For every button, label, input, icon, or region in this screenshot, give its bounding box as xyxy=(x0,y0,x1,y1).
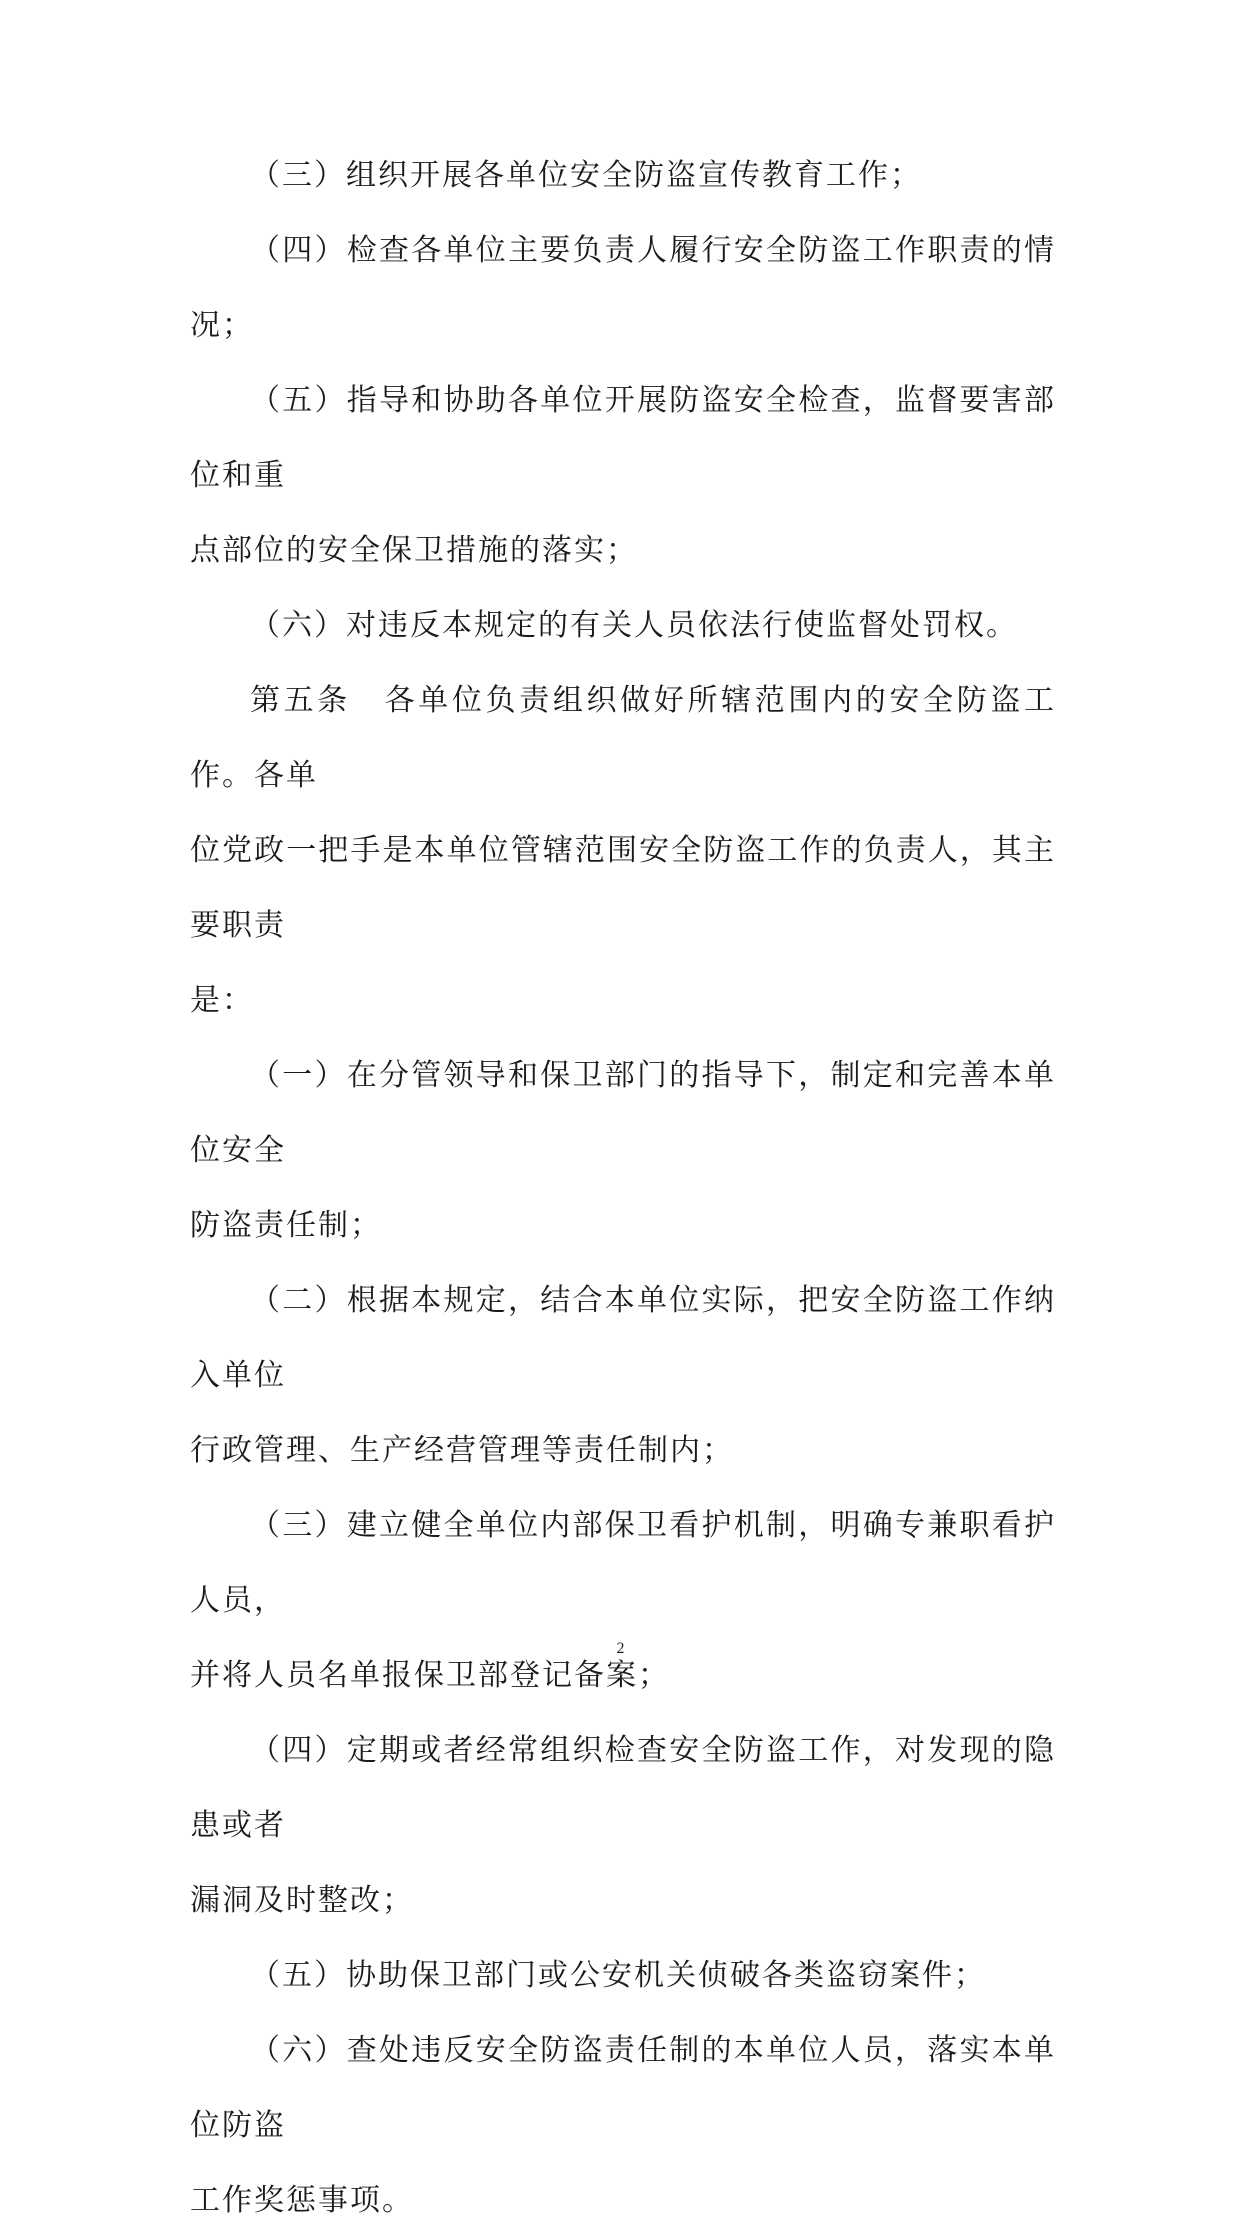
line-15: （四）定期或者经常组织检查安全防盗工作，对发现的隐患或者 xyxy=(190,1733,1056,1843)
line-13: （三）建立健全单位内部保卫看护机制，明确专兼职看护人员， xyxy=(190,1508,1056,1618)
document-body xyxy=(190,138,1056,2238)
line-9: （一）在分管领导和保卫部门的指导下，制定和完善本单位安全 xyxy=(190,1058,1056,1168)
line-1: （三）组织开展各单位安全防盗宣传教育工作； xyxy=(250,158,922,193)
line-3: （五）指导和协助各单位开展防盗安全检查，监督要害部位和重 xyxy=(190,383,1056,493)
line-10: 防盗责任制； xyxy=(190,1208,382,1243)
line-7: 位党政一把手是本单位管辖范围安全防盗工作的负责人，其主要职责 xyxy=(190,833,1056,943)
line-16: 漏洞及时整改； xyxy=(190,1883,414,1918)
line-4: 点部位的安全保卫措施的落实； xyxy=(190,533,638,568)
line-2: （四）检查各单位主要负责人履行安全防盗工作职责的情况； xyxy=(190,233,1056,343)
line-18: （六）查处违反安全防盗责任制的本单位人员，落实本单位防盗 xyxy=(190,2033,1056,2143)
line-8: 是： xyxy=(190,983,254,1018)
line-6: 第五条 各单位负责组织做好所辖范围内的安全防盗工作。各单 xyxy=(190,683,1056,793)
line-11: （二）根据本规定，结合本单位实际，把安全防盗工作纳入单位 xyxy=(190,1283,1056,1393)
line-12: 行政管理、生产经营管理等责任制内； xyxy=(190,1433,734,1468)
line-5: （六）对违反本规定的有关人员依法行使监督处罚权。 xyxy=(250,608,1018,643)
line-17: （五）协助保卫部门或公安机关侦破各类盗窃案件； xyxy=(250,1958,986,1993)
page-number: 2 xyxy=(616,1640,625,1657)
line-19: 工作奖惩事项。 xyxy=(190,2183,414,2218)
line-14: 并将人员名单报保卫部登记备案； xyxy=(190,1658,670,1693)
